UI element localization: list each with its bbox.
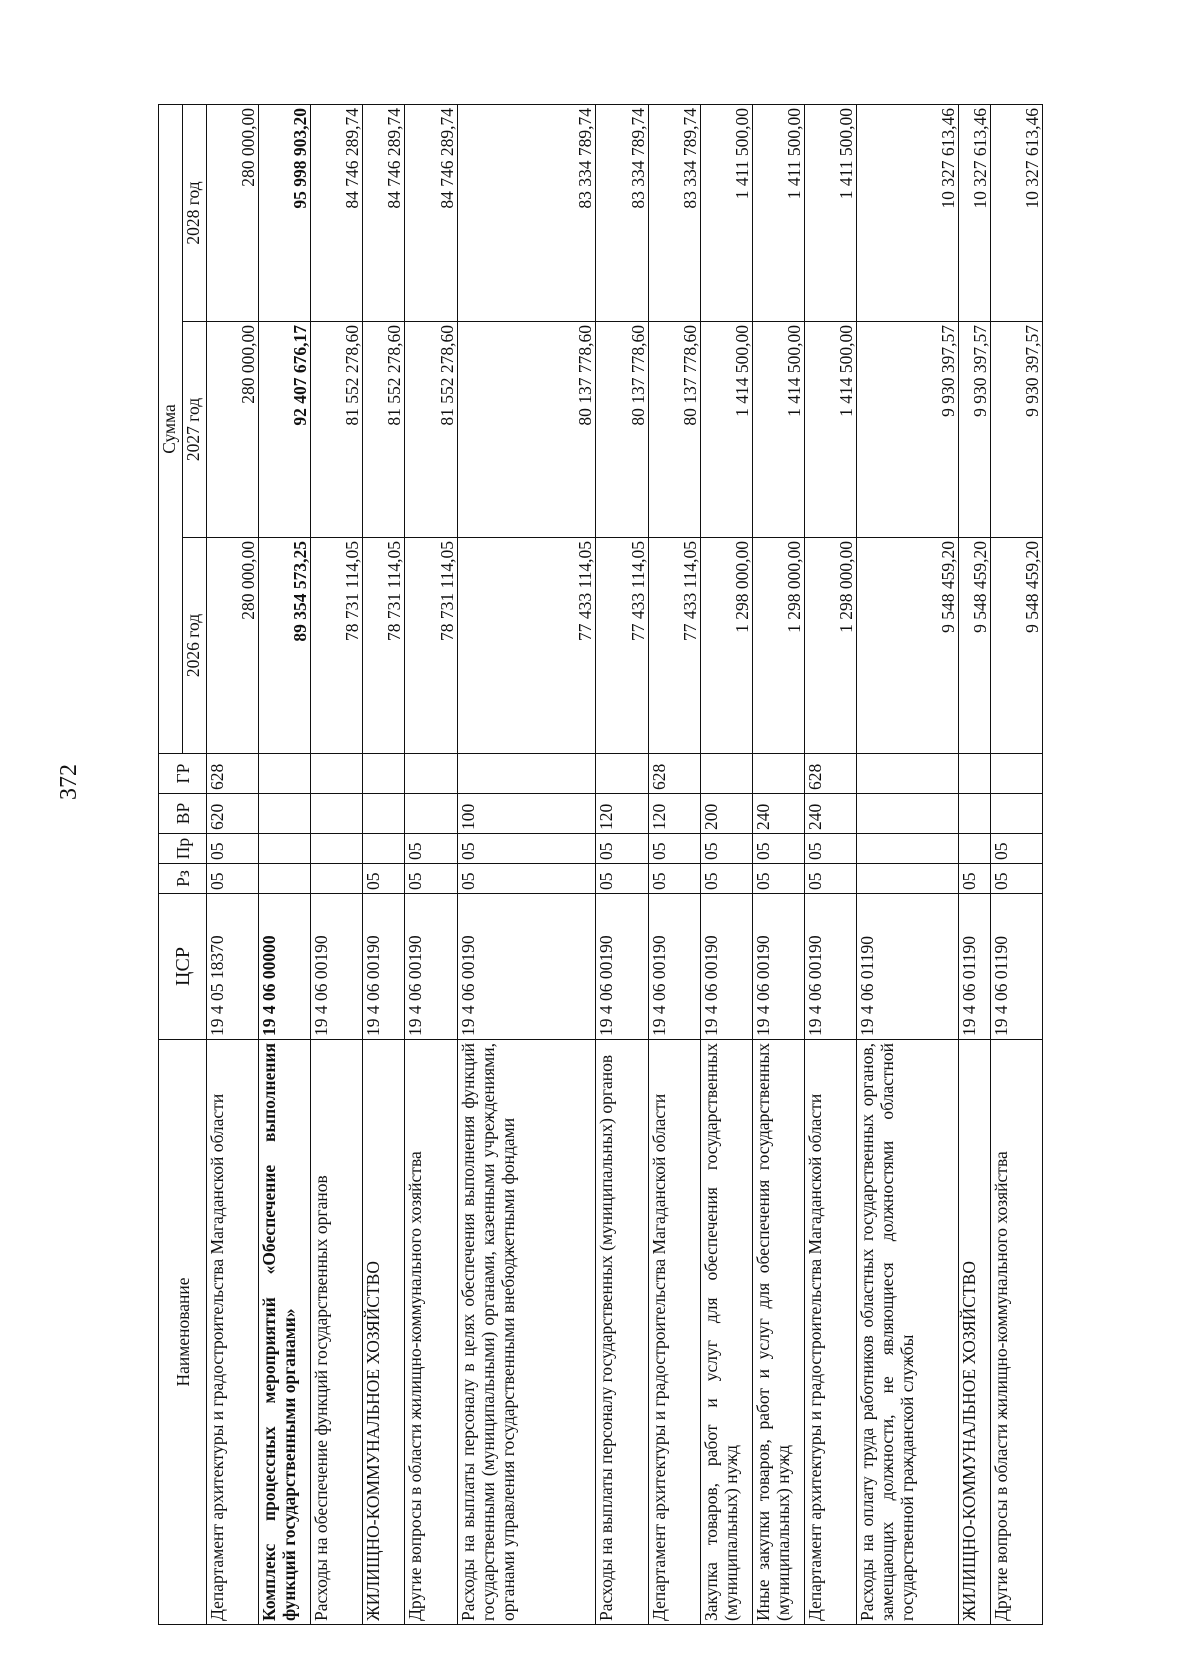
cell-pr: 05 — [207, 834, 259, 864]
cell-y2026: 9 548 459,20 — [856, 538, 958, 754]
cell-gr — [405, 754, 457, 794]
cell-name: Расходы на оплату труда работников областных государственных органов, замещающих должности, не являющиеся должностями областной государственной гражданской службы — [856, 1040, 958, 1625]
cell-y2026: 77 433 114,05 — [457, 538, 596, 754]
cell-csr: 19 4 06 00190 — [457, 894, 596, 1040]
cell-pr: 05 — [648, 834, 700, 864]
header-2028: 2028 год — [183, 104, 207, 321]
cell-csr: 19 4 06 00190 — [405, 894, 457, 1040]
cell-pr — [856, 834, 958, 864]
cell-y2026: 78 731 114,05 — [363, 538, 405, 754]
cell-vr: 240 — [752, 794, 804, 834]
cell-y2028: 10 327 613,46 — [990, 104, 1042, 321]
header-csr: ЦСР — [159, 894, 207, 1040]
cell-vr — [259, 794, 311, 834]
cell-y2028: 83 334 789,74 — [457, 104, 596, 321]
cell-y2028: 84 746 289,74 — [405, 104, 457, 321]
table-row — [363, 104, 405, 1624]
cell-y2027: 81 552 278,60 — [405, 322, 457, 538]
cell-y2028: 10 327 613,46 — [856, 104, 958, 321]
cell-vr: 120 — [648, 794, 700, 834]
cell-y2027: 81 552 278,60 — [311, 322, 363, 538]
cell-gr — [856, 754, 958, 794]
cell-name: Закупка товаров, работ и услуг для обеспечения государственных (муниципальных) нужд — [700, 1040, 752, 1625]
header-gr: ГР — [159, 754, 207, 794]
cell-pr — [311, 834, 363, 864]
cell-y2026: 1 298 000,00 — [752, 538, 804, 754]
cell-name: Иные закупки товаров, работ и услуг для обеспечения государственных (муниципальных) нужд — [752, 1040, 804, 1625]
cell-y2027: 1 414 500,00 — [804, 322, 856, 538]
cell-y2027: 80 137 778,60 — [457, 322, 596, 538]
table-row — [752, 104, 804, 1624]
cell-csr: 19 4 06 00190 — [648, 894, 700, 1040]
cell-y2027: 80 137 778,60 — [596, 322, 648, 538]
cell-vr: 240 — [804, 794, 856, 834]
cell-rz: 05 — [804, 864, 856, 894]
header-2027: 2027 год — [183, 322, 207, 538]
cell-csr: 19 4 06 00190 — [363, 894, 405, 1040]
cell-y2028: 1 411 500,00 — [752, 104, 804, 321]
cell-rz — [856, 864, 958, 894]
table-body — [207, 104, 1043, 1624]
cell-vr — [311, 794, 363, 834]
table-row — [311, 104, 363, 1624]
cell-vr — [405, 794, 457, 834]
cell-name: Комплекс процессных мероприятий «Обеспечение выполнения функций государственными органами» — [259, 1040, 311, 1625]
cell-y2027: 9 930 397,57 — [990, 322, 1042, 538]
budget-table — [158, 104, 1043, 1625]
cell-pr — [259, 834, 311, 864]
cell-gr — [700, 754, 752, 794]
cell-csr: 19 4 06 00190 — [700, 894, 752, 1040]
cell-y2027: 280 000,00 — [207, 322, 259, 538]
cell-name: Департамент архитектуры и градостроительства Магаданской области — [207, 1040, 259, 1625]
table-row — [457, 104, 596, 1624]
cell-y2028: 10 327 613,46 — [958, 104, 990, 321]
cell-y2026: 280 000,00 — [207, 538, 259, 754]
cell-y2026: 78 731 114,05 — [311, 538, 363, 754]
cell-csr: 19 4 06 01190 — [958, 894, 990, 1040]
header-2026: 2026 год — [183, 538, 207, 754]
cell-vr — [363, 794, 405, 834]
cell-y2026: 1 298 000,00 — [700, 538, 752, 754]
table-row — [648, 104, 700, 1624]
cell-rz: 05 — [405, 864, 457, 894]
budget-table-rotated — [158, 105, 1043, 1625]
header-vr: ВР — [159, 794, 207, 834]
cell-y2027: 9 930 397,57 — [958, 322, 990, 538]
cell-gr — [259, 754, 311, 794]
cell-name: Расходы на обеспечение функций государственных органов — [311, 1040, 363, 1625]
cell-y2026: 1 298 000,00 — [804, 538, 856, 754]
cell-y2026: 77 433 114,05 — [596, 538, 648, 754]
cell-rz: 05 — [363, 864, 405, 894]
table-row — [990, 104, 1042, 1624]
table-row — [259, 104, 311, 1624]
cell-y2028: 84 746 289,74 — [363, 104, 405, 321]
table-row — [405, 104, 457, 1624]
cell-gr — [958, 754, 990, 794]
cell-vr — [856, 794, 958, 834]
cell-gr — [457, 754, 596, 794]
cell-y2026: 89 354 573,25 — [259, 538, 311, 754]
table-row — [207, 104, 259, 1624]
cell-vr: 100 — [457, 794, 596, 834]
cell-y2028: 280 000,00 — [207, 104, 259, 321]
table-row — [856, 104, 958, 1624]
cell-pr: 05 — [752, 834, 804, 864]
cell-name: ЖИЛИЩНО-КОММУНАЛЬНОЕ ХОЗЯЙСТВО — [363, 1040, 405, 1625]
cell-csr: 19 4 06 00190 — [596, 894, 648, 1040]
cell-name: Департамент архитектуры и градостроительства Магаданской области — [648, 1040, 700, 1625]
cell-y2028: 83 334 789,74 — [596, 104, 648, 321]
cell-gr: 628 — [804, 754, 856, 794]
cell-rz: 05 — [596, 864, 648, 894]
cell-rz: 05 — [207, 864, 259, 894]
cell-gr: 628 — [648, 754, 700, 794]
cell-y2026: 77 433 114,05 — [648, 538, 700, 754]
cell-y2028: 83 334 789,74 — [648, 104, 700, 321]
cell-csr: 19 4 05 18370 — [207, 894, 259, 1040]
cell-y2027: 92 407 676,17 — [259, 322, 311, 538]
cell-pr: 05 — [405, 834, 457, 864]
cell-y2027: 80 137 778,60 — [648, 322, 700, 538]
cell-csr: 19 4 06 00000 — [259, 894, 311, 1040]
cell-rz — [259, 864, 311, 894]
table-row — [596, 104, 648, 1624]
cell-pr: 05 — [804, 834, 856, 864]
cell-rz — [311, 864, 363, 894]
cell-name: Департамент архитектуры и градостроительства Магаданской области — [804, 1040, 856, 1625]
cell-rz: 05 — [958, 864, 990, 894]
cell-y2026: 9 548 459,20 — [958, 538, 990, 754]
cell-gr — [990, 754, 1042, 794]
cell-rz: 05 — [700, 864, 752, 894]
cell-y2027: 9 930 397,57 — [856, 322, 958, 538]
cell-pr — [958, 834, 990, 864]
cell-csr: 19 4 06 01190 — [856, 894, 958, 1040]
cell-vr — [958, 794, 990, 834]
header-name: Наименование — [159, 1040, 207, 1625]
cell-gr — [596, 754, 648, 794]
cell-name: Другие вопросы в области жилищно-коммунального хозяйства — [405, 1040, 457, 1625]
cell-gr: 628 — [207, 754, 259, 794]
cell-y2026: 9 548 459,20 — [990, 538, 1042, 754]
cell-name: Расходы на выплаты персоналу государственных (муниципальных) органов — [596, 1040, 648, 1625]
cell-name: Другие вопросы в области жилищно-коммунального хозяйства — [990, 1040, 1042, 1625]
cell-csr: 19 4 06 00190 — [752, 894, 804, 1040]
cell-y2028: 95 998 903,20 — [259, 104, 311, 321]
cell-gr — [311, 754, 363, 794]
cell-vr: 120 — [596, 794, 648, 834]
cell-gr — [752, 754, 804, 794]
cell-rz: 05 — [457, 864, 596, 894]
cell-pr: 05 — [990, 834, 1042, 864]
cell-name: Расходы на выплаты персоналу в целях обеспечения выполнения функций государственными (муниципальными) органами, казенными учреждениями, органами управления государственными внебюджетными фондами — [457, 1040, 596, 1625]
cell-y2028: 1 411 500,00 — [804, 104, 856, 321]
cell-gr — [363, 754, 405, 794]
cell-y2027: 1 414 500,00 — [700, 322, 752, 538]
cell-y2026: 78 731 114,05 — [405, 538, 457, 754]
cell-pr: 05 — [596, 834, 648, 864]
page-number: 372 — [56, 764, 82, 800]
cell-pr: 05 — [457, 834, 596, 864]
table-row — [700, 104, 752, 1624]
cell-vr — [990, 794, 1042, 834]
cell-name: ЖИЛИЩНО-КОММУНАЛЬНОЕ ХОЗЯЙСТВО — [958, 1040, 990, 1625]
cell-pr: 05 — [700, 834, 752, 864]
table-row — [804, 104, 856, 1624]
cell-y2027: 81 552 278,60 — [363, 322, 405, 538]
cell-vr: 200 — [700, 794, 752, 834]
header-rz: Рз — [159, 864, 207, 894]
cell-csr: 19 4 06 01190 — [990, 894, 1042, 1040]
cell-y2028: 84 746 289,74 — [311, 104, 363, 321]
cell-csr: 19 4 06 00190 — [804, 894, 856, 1040]
cell-vr: 620 — [207, 794, 259, 834]
cell-rz: 05 — [990, 864, 1042, 894]
cell-pr — [363, 834, 405, 864]
header-pr: Пр — [159, 834, 207, 864]
cell-csr: 19 4 06 00190 — [311, 894, 363, 1040]
header-sum: Сумма — [159, 104, 183, 753]
cell-rz: 05 — [648, 864, 700, 894]
cell-rz: 05 — [752, 864, 804, 894]
cell-y2027: 1 414 500,00 — [752, 322, 804, 538]
cell-y2028: 1 411 500,00 — [700, 104, 752, 321]
table-row — [958, 104, 990, 1624]
